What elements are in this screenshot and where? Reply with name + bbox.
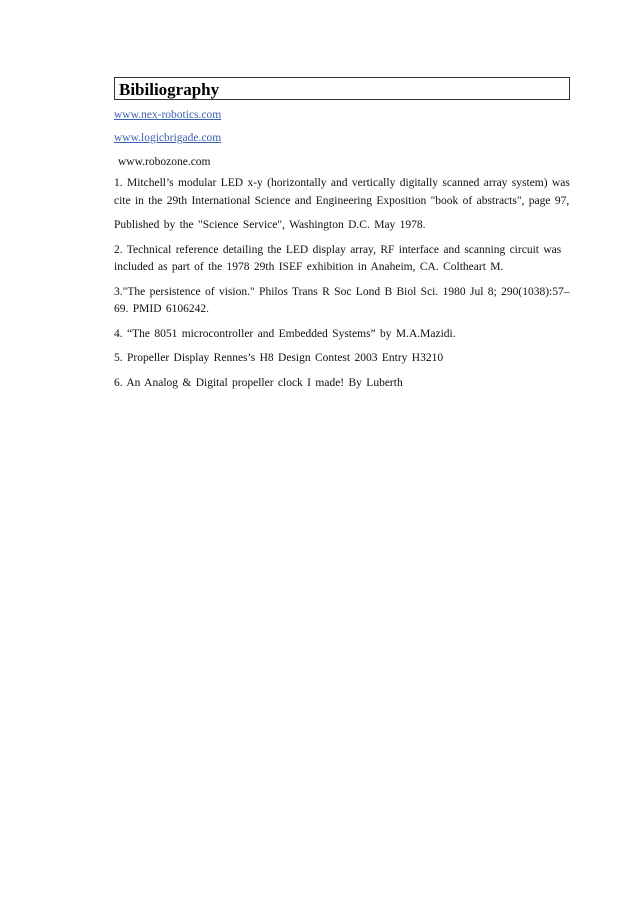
reference-entry-6: 6. An Analog & Digital propeller clock I made! By Luberth [114, 376, 403, 389]
reference-entry-5: 5. Propeller Display Rennes’s H8 Design Contest 2003 Entry H3210 [114, 352, 444, 364]
reference-entry-1-published: Published by the "Science Service", Washington D.C. May 1978. [114, 219, 426, 231]
bibliography-heading: Bibiliography [114, 77, 570, 100]
reference-entry-1: 1. Mitchell’s modular LED x-y (horizontally and vertically digitally scanned array system) was cite in the 29th International Science and Engineering Exposition "book of abstracts", page 97, [114, 177, 570, 207]
link-logicbrigade[interactable]: www.logicbrigade.com [114, 132, 222, 144]
link-nex-robotics[interactable]: www.nex-robotics.com [114, 109, 222, 121]
reference-robozone: www.robozone.com [118, 156, 211, 168]
reference-entry-2: 2. Technical reference detailing the LED display array, RF interface and scanning circuit was included as part of the 1978 29th ISEF exhibition in Anaheim, CA. Coltheart M. [114, 243, 562, 273]
reference-entry-4: 4. “The 8051 microcontroller and Embedded Systems” by M.A.Mazidi. [114, 327, 456, 340]
reference-entry-3: 3."The persistence of vision." Philos Trans R Soc Lond B Biol Sci. 1980 Jul 8; 290(1038):57–69. PMID 6106242. [114, 285, 570, 315]
bibliography-section [114, 77, 570, 392]
